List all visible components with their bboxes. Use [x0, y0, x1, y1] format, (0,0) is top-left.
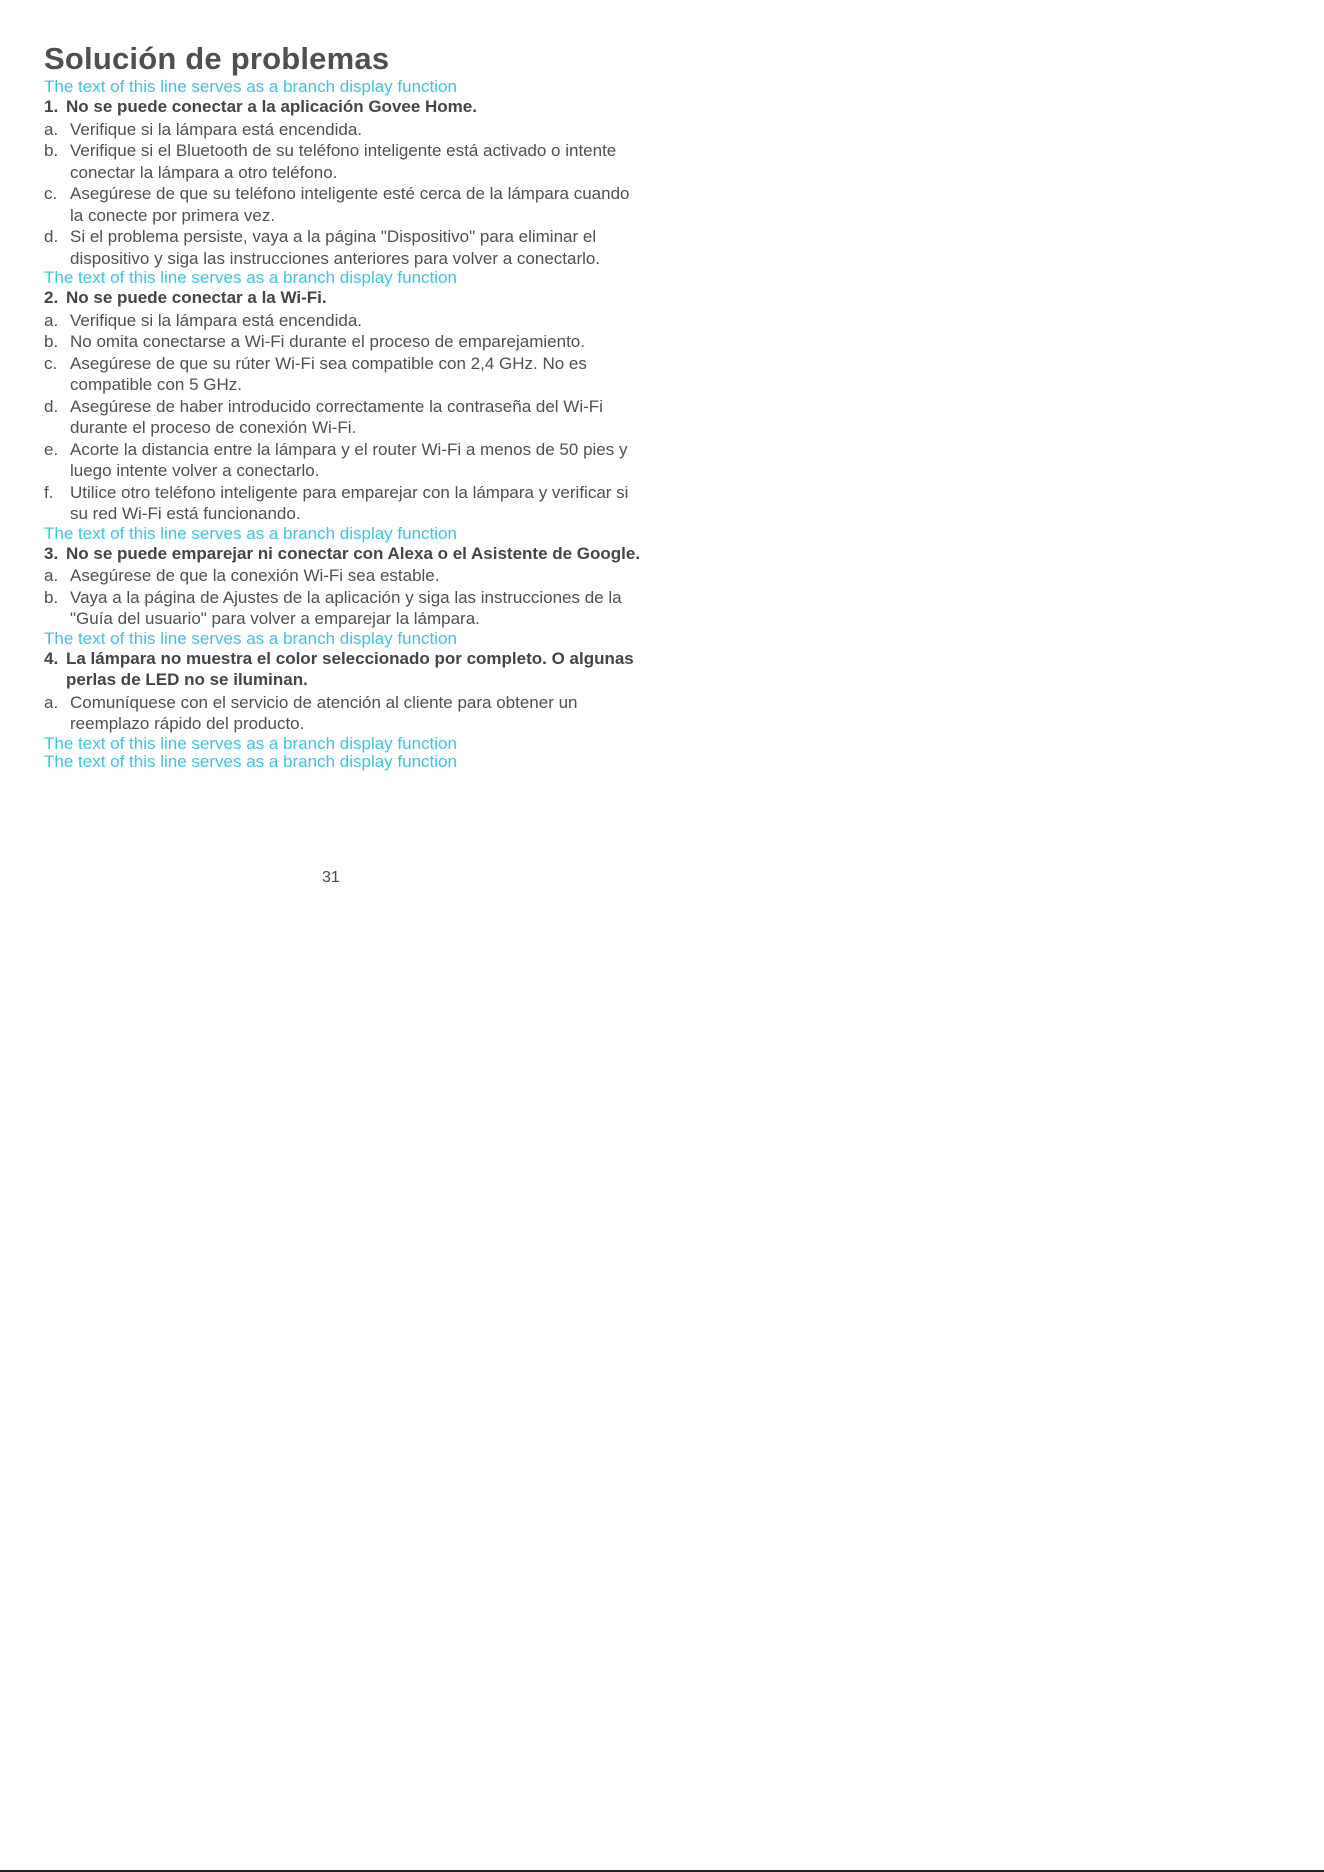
item-text: Asegúrese de que la conexión Wi-Fi sea estable. [70, 566, 440, 585]
item-letter: d. [44, 396, 59, 416]
list-item [44, 482, 644, 525]
item-letter: a. [44, 310, 59, 330]
item-letter: a. [44, 119, 59, 139]
item-letter: c. [44, 353, 58, 373]
item-text: Vaya a la página de Ajustes de la aplicación y siga las instrucciones de la "Guía del usuario" para volver a emparejar la lámpara. [70, 587, 622, 628]
question-number: 2. [44, 288, 59, 307]
list-item [44, 183, 644, 226]
list-item [44, 396, 644, 439]
question-number: 4. [44, 648, 59, 668]
list-item [44, 310, 644, 332]
branch-line: The text of this line serves as a branch display function [44, 733, 457, 753]
item-text: Acorte la distancia entre la lámpara y el router Wi-Fi a menos de 50 pies y luego intente volver a conectarlo. [70, 439, 628, 480]
list-item [44, 565, 644, 587]
page-title: Solución de problemas [44, 41, 390, 76]
question-text: No se puede conectar a la aplicación Govee Home. [66, 97, 477, 116]
item-text: Verifique si la lámpara está encendida. [70, 310, 363, 330]
item-letter: e. [44, 439, 59, 459]
item-text: Verifique si el Bluetooth de su teléfono inteligente está activado o intente conectar la lámpara a otro teléfono. [70, 141, 617, 182]
item-text: Verifique si la lámpara está encendida. [70, 119, 363, 139]
question-heading [44, 287, 644, 309]
item-letter: c. [44, 184, 58, 203]
list-item [44, 353, 644, 396]
question-heading [44, 648, 644, 691]
item-text: Si el problema persiste, vaya a la página "Dispositivo" para eliminar el dispositivo y siga las instrucciones anteriores para volver a conectarlo. [70, 227, 601, 268]
item-letter: f. [44, 482, 54, 502]
branch-line: The text of this line serves as a branch display function [44, 751, 457, 771]
question-heading [44, 96, 644, 118]
section-3 [44, 543, 644, 630]
list-item [44, 439, 644, 482]
question-text: La lámpara no muestra el color seleccionado por completo. O algunas perlas de LED no se iluminan. [66, 648, 634, 689]
item-text: Comuníquese con el servicio de atención al cliente para obtener un reemplazo rápido del producto. [70, 692, 578, 733]
branch-line: The text of this line serves as a branch display function [44, 523, 457, 543]
section-2 [44, 287, 644, 525]
branch-line: The text of this line serves as a branch display function [44, 268, 457, 287]
section-4 [44, 648, 644, 735]
item-letter: b. [44, 141, 59, 160]
question-number: 1. [44, 97, 59, 116]
page-number: 31 [322, 869, 340, 886]
question-heading [44, 543, 644, 565]
item-letter: a. [44, 566, 59, 585]
section-1 [44, 96, 644, 269]
question-text: No se puede conectar a la Wi-Fi. [66, 288, 327, 307]
item-letter: b. [44, 332, 59, 351]
item-letter: b. [44, 587, 59, 607]
question-number: 3. [44, 543, 59, 563]
question-text: No se puede emparejar ni conectar con Alexa o el Asistente de Google. [66, 543, 641, 563]
list-item [44, 226, 644, 269]
branch-line: The text of this line serves as a branch display function [44, 77, 457, 96]
item-text: No omita conectarse a Wi-Fi durante el proceso de emparejamiento. [70, 332, 585, 351]
list-item [44, 140, 644, 183]
list-item [44, 692, 644, 735]
item-letter: a. [44, 692, 59, 712]
list-item [44, 587, 644, 630]
item-text: Utilice otro teléfono inteligente para emparejar con la lámpara y verificar si su red Wi-Fi está funcionando. [70, 482, 629, 523]
list-item [44, 331, 644, 353]
item-letter: d. [44, 227, 59, 246]
manual-page [44, 40, 644, 771]
branch-line: The text of this line serves as a branch display function [44, 628, 457, 648]
item-text: Asegúrese de haber introducido correctamente la contraseña del Wi-Fi durante el proceso de conexión Wi-Fi. [70, 396, 603, 437]
item-text: Asegúrese de que su rúter Wi-Fi sea compatible con 2,4 GHz. No es compatible con 5 GHz. [70, 353, 587, 394]
list-item [44, 119, 644, 141]
item-text: Asegúrese de que su teléfono inteligente esté cerca de la lámpara cuando la conecte por primera vez. [70, 184, 630, 225]
